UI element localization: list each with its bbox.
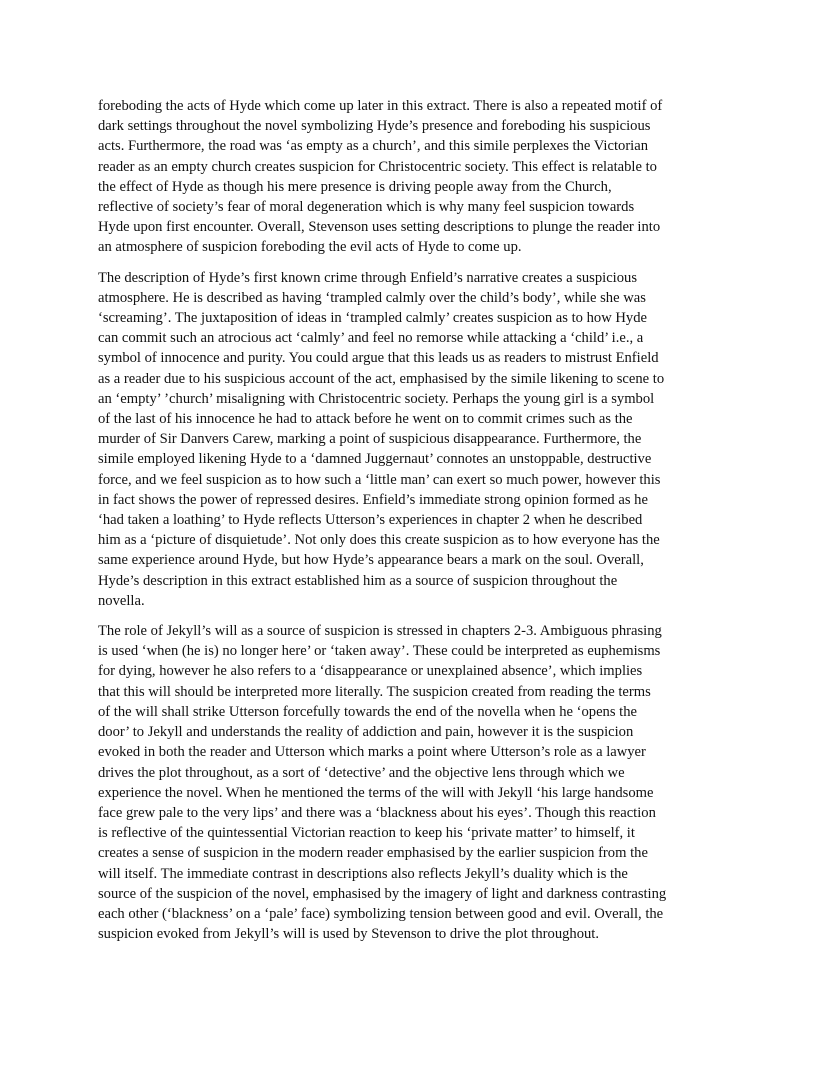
text-line: the effect of Hyde as though his mere presence is driving people away from the Church, — [98, 178, 612, 195]
text-line: creates a sense of suspicion in the modern reader emphasised by the earlier suspicion from the — [98, 845, 648, 862]
text-line: an ‘empty’ ’church’ misaligning with Christocentric society. Perhaps the young girl is a symbol — [98, 390, 655, 407]
text-line: The role of Jekyll’s will as a source of suspicion is stressed in chapters 2-3. Ambiguous phrasing — [98, 623, 662, 640]
text-line: is reflective of the quintessential Victorian reaction to keep his ‘private matter’ to himself, it — [98, 825, 635, 842]
text-line: force, and we feel suspicion as to how such a ‘little man’ can exert so much power, however this — [98, 471, 661, 488]
text-line: novella. — [98, 592, 145, 609]
text-line: drives the plot throughout, as a sort of ‘detective’ and the objective lens through which we — [98, 764, 625, 781]
text-line: symbol of innocence and purity. You could argue that this leads us as readers to mistrust Enfield — [98, 350, 659, 367]
text-line: Hyde upon first encounter. Overall, Stevenson uses setting descriptions to plunge the reader into — [98, 219, 661, 236]
text-line: can commit such an atrocious act ‘calmly’ and feel no remorse while attacking a ‘child’ i.e., a — [98, 330, 644, 347]
paragraph-jekyll-will — [98, 621, 732, 944]
text-line: each other (‘blackness’ on a ‘pale’ face) symbolizing tension between good and evil. Overall, the — [98, 905, 664, 922]
text-line: experience the novel. When he mentioned the terms of the will with Jekyll ‘his large handsome — [98, 784, 654, 801]
text-line: reflective of society’s fear of moral degeneration which is why many feel suspicion towards — [98, 199, 635, 216]
text-line: ‘had taken a loathing’ to Hyde reflects Utterson’s experiences in chapter 2 when he described — [98, 512, 643, 529]
text-line: face grew pale to the very lips’ and there was a ‘blackness about his eyes’. Though this reaction — [98, 804, 656, 821]
text-line: an atmosphere of suspicion foreboding the evil acts of Hyde to come up. — [98, 239, 522, 256]
text-line: simile employed likening Hyde to a ‘damned Juggernaut’ connotes an unstoppable, destructive — [98, 451, 652, 468]
text-line: foreboding the acts of Hyde which come up later in this extract. There is also a repeated motif of — [98, 98, 663, 114]
text-line: reader as an empty church creates suspicion for Christocentric society. This effect is relatable to — [98, 158, 657, 175]
text-line: that this will should be interpreted more literally. The suspicion created from reading the terms — [98, 683, 651, 700]
text-line: Hyde’s description in this extract established him as a source of suspicion throughout the — [98, 572, 618, 589]
text-line: of the last of his innocence he had to attack before he went on to commit crimes such as the — [98, 411, 633, 428]
text-line: him as a ‘picture of disquietude’. Not only does this create suspicion as to how everyone has the — [98, 532, 660, 549]
text-line: ‘screaming’. The juxtaposition of ideas in ‘trampled calmly’ creates suspicion as to how Hyde — [98, 310, 648, 327]
text-line: as a reader due to his suspicious account of the act, emphasised by the simile likening to scene to — [98, 370, 665, 387]
text-line: The description of Hyde’s first known crime through Enfield’s narrative creates a suspicious — [98, 269, 638, 286]
paragraph-setting-descriptions — [98, 96, 732, 258]
text-line: for dying, however he also refers to a ‘disappearance or unexplained absence’, which implies — [98, 663, 643, 680]
text-line: door’ to Jekyll and understands the reality of addiction and pain, however it is the suspicion — [98, 724, 634, 741]
text-line: in fact shows the power of repressed desires. Enfield’s immediate strong opinion formed as he — [98, 491, 648, 508]
essay-body — [98, 96, 732, 954]
text-line: same experience around Hyde, but how Hyde’s appearance bears a mark on the soul. Overall, — [98, 552, 644, 569]
text-line: is used ‘when (he is) no longer here’ or ‘taken away’. These could be interpreted as euphemisms — [98, 643, 661, 660]
text-line: evoked in both the reader and Utterson which marks a point where Utterson’s role as a lawyer — [98, 744, 646, 761]
text-line: dark settings throughout the novel symbolizing Hyde’s presence and foreboding his suspicious — [98, 118, 651, 135]
paragraph-hyde-first-crime — [98, 268, 732, 611]
text-line: of the will shall strike Utterson forcefully towards the end of the novella when he ‘opens the — [98, 703, 638, 720]
text-line: murder of Sir Danvers Carew, marking a point of suspicious disappearance. Furthermore, the — [98, 431, 642, 448]
text-line: atmosphere. He is described as having ‘trampled calmly over the child’s body’, while she was — [98, 289, 646, 306]
text-line: will itself. The immediate contrast in descriptions also reflects Jekyll’s duality which is the — [98, 865, 628, 882]
text-line: suspicion evoked from Jekyll’s will is used by Stevenson to drive the plot throughout. — [98, 926, 600, 943]
text-line: acts. Furthermore, the road was ‘as empty as a church’, and this simile perplexes the Victorian — [98, 138, 649, 155]
text-line: source of the suspicion of the novel, emphasised by the imagery of light and darkness contrasting — [98, 885, 667, 902]
